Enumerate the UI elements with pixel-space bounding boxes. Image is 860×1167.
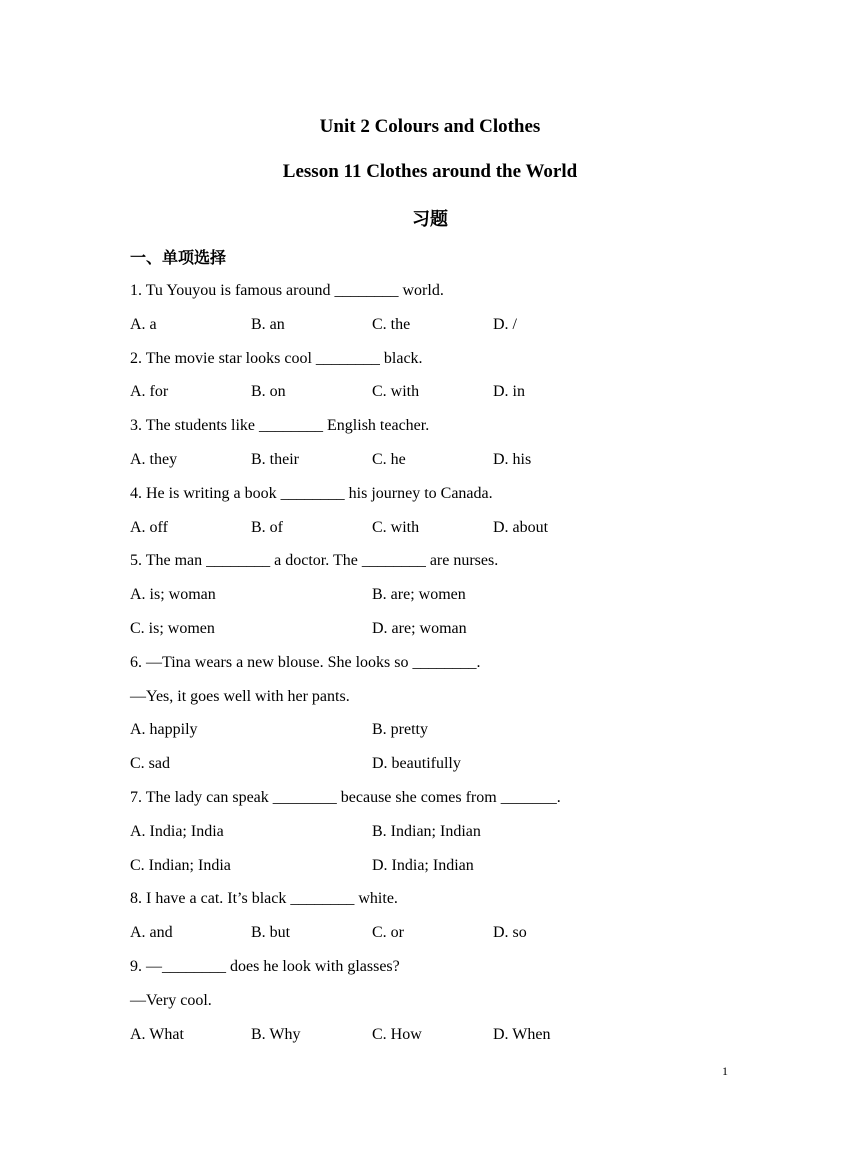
question-stem: 9. —________ does he look with glasses? xyxy=(130,957,400,975)
option-c: C. he xyxy=(372,450,406,468)
option-a: A. a xyxy=(130,315,157,333)
option-c: C. How xyxy=(372,1025,422,1043)
exercise-label: 习题 xyxy=(412,209,448,230)
question-stem: 3. The students like ________ English teacher. xyxy=(130,417,430,435)
question-list xyxy=(130,280,750,1057)
option-c: C. or xyxy=(372,924,404,942)
option-a: A. happily xyxy=(130,721,198,739)
option-b: B. but xyxy=(251,924,291,942)
options-row xyxy=(130,855,750,889)
question-stem: 5. The man ________ a doctor. The ________ are nurses. xyxy=(130,552,499,570)
question-stem: 8. I have a cat. It’s black ________ white. xyxy=(130,890,398,908)
option-d: D. his xyxy=(493,450,532,468)
lesson-title: Lesson 11 Clothes around the World xyxy=(282,161,578,182)
option-b: B. are; women xyxy=(372,586,466,604)
option-d: D. about xyxy=(493,518,549,536)
unit-title: Unit 2 Colours and Clothes xyxy=(319,116,541,137)
options-row xyxy=(130,922,750,956)
options-row xyxy=(130,719,750,753)
question-stem: 2. The movie star looks cool ________ black. xyxy=(130,349,423,367)
option-b: B. their xyxy=(251,450,299,468)
option-a: A. they xyxy=(130,450,178,468)
page-number: 1 xyxy=(722,1064,728,1078)
question-stem: 6. —Tina wears a new blouse. She looks so ________. xyxy=(130,653,481,671)
options-row xyxy=(130,517,750,551)
question-stem: 7. The lady can speak ________ because she comes from _______. xyxy=(130,788,561,806)
option-a: A. and xyxy=(130,924,173,942)
option-d: D. in xyxy=(493,383,525,401)
option-a: A. off xyxy=(130,518,168,536)
option-b: B. Why xyxy=(251,1025,301,1043)
option-a: A. for xyxy=(130,383,169,401)
option-b: B. pretty xyxy=(372,721,428,739)
options-row xyxy=(130,381,750,415)
question-dialogue-line: —Yes, it goes well with her pants. xyxy=(130,687,350,705)
option-c: C. with xyxy=(372,383,420,401)
option-b: B. an xyxy=(251,315,285,333)
option-a: A. India; India xyxy=(130,822,224,840)
option-c: C. is; women xyxy=(130,619,215,637)
option-d: D. beautifully xyxy=(372,755,461,773)
option-b: B. on xyxy=(251,383,286,401)
question-stem: 1. Tu Youyou is famous around ________ world. xyxy=(130,282,444,299)
option-b: B. Indian; Indian xyxy=(372,822,481,840)
options-row xyxy=(130,314,750,348)
option-d: D. When xyxy=(493,1025,551,1043)
option-d: D. so xyxy=(493,924,527,942)
question-dialogue-line: —Very cool. xyxy=(130,991,212,1009)
question-stem: 4. He is writing a book ________ his journey to Canada. xyxy=(130,484,493,502)
option-a: A. What xyxy=(130,1025,184,1043)
options-row xyxy=(130,584,750,618)
options-row xyxy=(130,821,750,855)
section-title: 一、单项选择 xyxy=(130,248,227,267)
option-a: A. is; woman xyxy=(130,586,216,604)
option-d: D. / xyxy=(493,315,517,333)
options-row xyxy=(130,1024,750,1058)
option-b: B. of xyxy=(251,518,283,536)
option-c: C. the xyxy=(372,315,411,333)
option-c: C. with xyxy=(372,518,420,536)
options-row xyxy=(130,449,750,483)
option-d: D. India; Indian xyxy=(372,856,474,874)
option-d: D. are; woman xyxy=(372,619,467,637)
options-row xyxy=(130,753,750,787)
option-c: C. sad xyxy=(130,755,170,773)
option-c: C. Indian; India xyxy=(130,856,231,874)
options-row xyxy=(130,618,750,652)
